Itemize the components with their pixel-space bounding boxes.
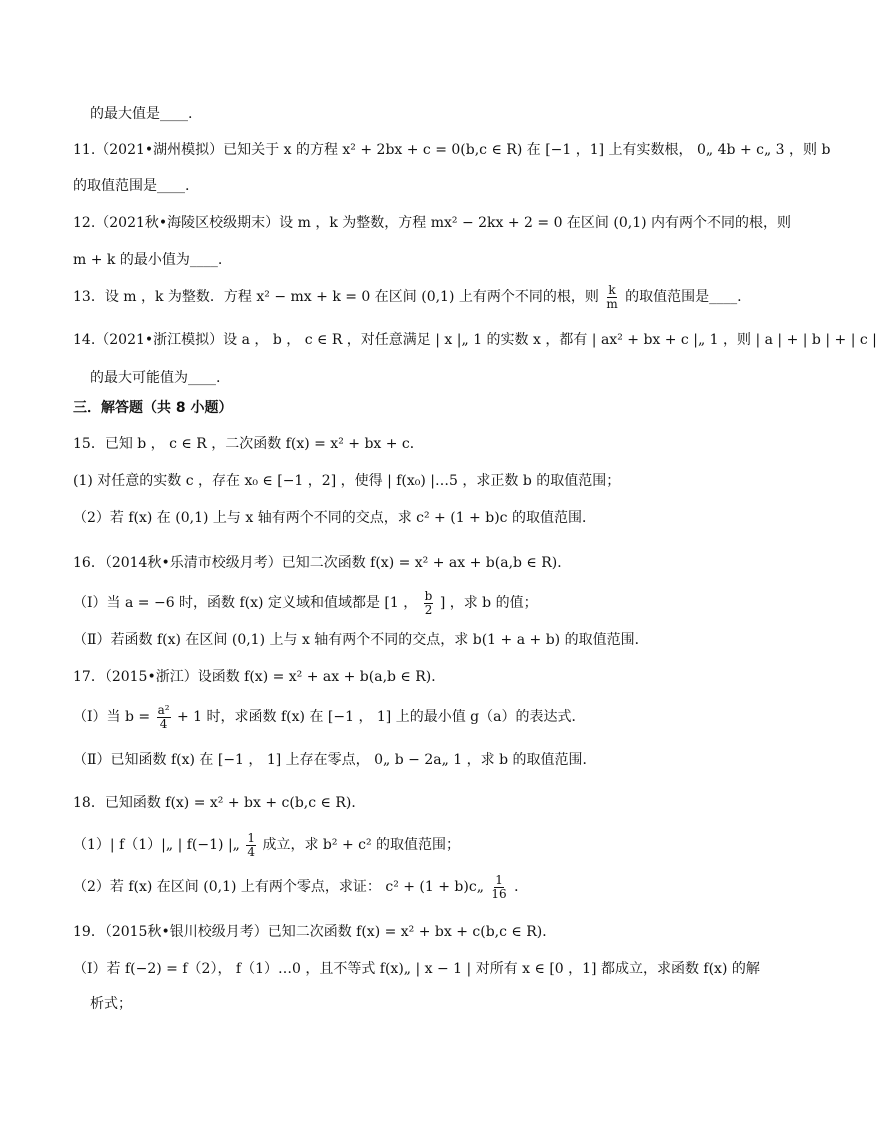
problem-12-line-2: m + k 的最小值为____. (73, 252, 223, 268)
problem-10-continuation: 的最大值是____. (90, 106, 193, 122)
problem-13 (73, 282, 742, 312)
problem-12-line-1: 12.（2021秋•海陵区校级期末）设 m ，k 为整数，方程 mx² − 2kx + 2 = 0 在区间 (0,1) 内有两个不同的根，则 (73, 215, 792, 231)
fraction-numerator: 1 (495, 872, 503, 887)
problem-17-part-2: （Ⅱ）已知函数 f(x) 在 [−1 ， 1] 上存在零点， 0„ b − 2a„ 1 ，求 b 的取值范围． (73, 752, 597, 768)
problem-18-fraction-1 (246, 832, 256, 859)
problem-17: 17．（2015•浙江）设函数 f(x) = x² + ax + b(a,b ∈ R)． (73, 669, 446, 685)
problem-14-line-1: 14.（2021•浙江模拟）设 a ， b ， c ∈ R ，对任意满足 | x |„ 1 的实数 x ，都有 | ax² + bx + c |„ 1 ，则 | a | + | b | + | c | (73, 332, 877, 348)
problem-16-fraction (424, 590, 434, 617)
problem-17-fraction (157, 704, 171, 731)
fraction-denominator: 2 (424, 602, 433, 617)
problem-13-suffix: 的取值范围是____. (625, 289, 742, 305)
fraction-denominator: 4 (247, 844, 256, 859)
problem-18: 18．已知函数 f(x) = x² + bx + c(b,c ∈ R)． (73, 795, 366, 811)
problem-18-part-2-prefix: （2）若 f(x) 在区间 (0,1) 上有两个零点，求证： c² + (1 + b)c„ (73, 879, 484, 895)
fraction-denominator: 4 (159, 716, 168, 731)
problem-18-part-2-suffix: ． (514, 879, 529, 895)
fraction-numerator: k (608, 282, 616, 297)
problem-14-line-2: 的最大可能值为____. (90, 370, 221, 386)
problem-13-prefix: 13．设 m ，k 为整数．方程 x² − mx + k = 0 在区间 (0,1) 上有两个不同的根，则 (73, 289, 599, 305)
problem-19-part-1-line-2: 析式； (90, 996, 132, 1012)
problem-18-part-2 (73, 872, 733, 902)
problem-16-part-1 (73, 588, 733, 618)
section-3-heading: 三．解答题（共 8 小题） (73, 400, 233, 416)
problem-18-part-1 (73, 830, 733, 860)
problem-16-part-1-suffix: ] ，求 b 的值； (439, 595, 538, 611)
problem-11-line-1: 11.（2021•湖州模拟）已知关于 x 的方程 x² + 2bx + c = 0(b,c ∈ R) 在 [−1 ，1] 上有实数根， 0„ 4b + c„ 3 ，则 b (73, 142, 831, 158)
problem-17-part-1-prefix: （Ⅰ）当 b = (73, 709, 151, 725)
problem-16: 16．（2014秋•乐清市校级月考）已知二次函数 f(x) = x² + ax + b(a,b ∈ R)． (73, 555, 572, 571)
fraction-numerator: b (424, 588, 433, 603)
problem-13-fraction (605, 284, 618, 311)
problem-16-part-1-prefix: （Ⅰ）当 a = −6 时，函数 f(x) 定义域和值域都是 [1 ， (73, 595, 418, 611)
problem-17-part-1 (73, 702, 733, 732)
problem-18-part-1-prefix: （1）| f（1）|„ | f(−1) |„ (73, 837, 240, 853)
fraction-numerator: 1 (247, 830, 256, 845)
problem-15: 15．已知 b ， c ∈ R ，二次函数 f(x) = x² + bx + c． (73, 436, 424, 452)
problem-17-part-1-suffix: + 1 时，求函数 f(x) 在 [−1 ， 1] 上的最小值 g（a）的表达式． (177, 709, 586, 725)
problem-19: 19．（2015秋•银川校级月考）已知二次函数 f(x) = x² + bx + c(b,c ∈ R)． (73, 924, 557, 940)
problem-18-part-1-suffix: 成立，求 b² + c² 的取值范围； (262, 837, 461, 853)
problem-11-line-2: 的取值范围是____. (73, 178, 190, 194)
problem-15-part-2: （2）若 f(x) 在 (0,1) 上与 x 轴有两个不同的交点，求 c² + (1 + b)c 的取值范围． (73, 510, 596, 526)
problem-19-part-1-line-1: （Ⅰ）若 f(−2) = f（2）， f（1）…0 ，且不等式 f(x)„ | x − 1 | 对所有 x ∈ [0 ，1] 都成立，求函数 f(x) 的解 (73, 961, 760, 977)
problem-18-fraction-2 (490, 874, 507, 901)
problem-15-part-1: (1) 对任意的实数 c ，存在 x₀ ∈ [−1 ，2] ，使得 | f(x₀) |…5 ，求正数 b 的取值范围； (73, 473, 621, 489)
fraction-numerator: a² (157, 702, 170, 717)
fraction-denominator: m (606, 296, 618, 311)
problem-16-part-2: （Ⅱ）若函数 f(x) 在区间 (0,1) 上与 x 轴有两个不同的交点，求 b(1 + a + b) 的取值范围． (73, 632, 649, 648)
fraction-denominator: 16 (491, 886, 507, 901)
